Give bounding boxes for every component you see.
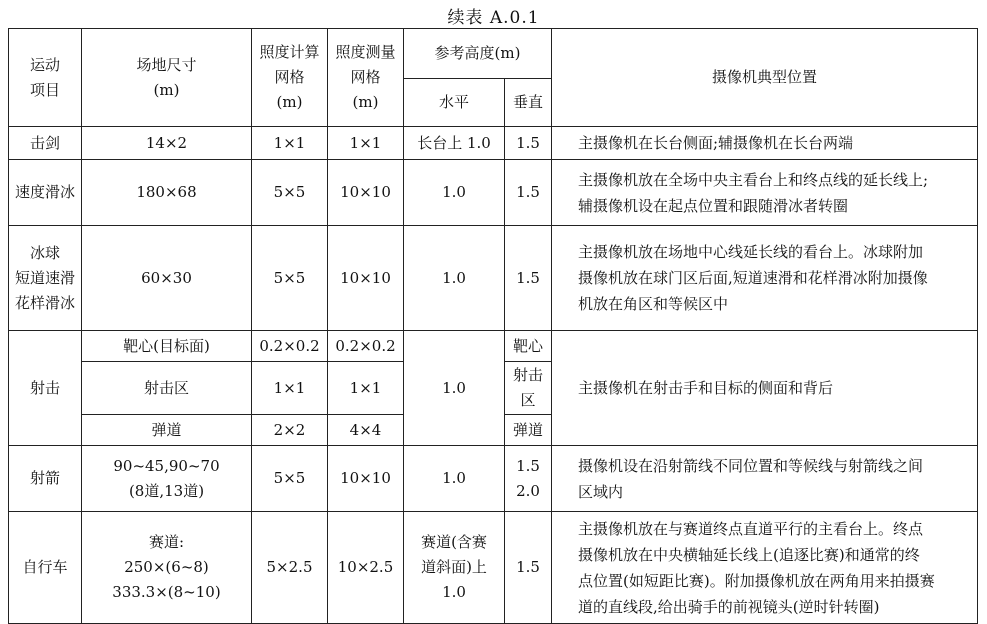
cell-calc: 2×2: [252, 415, 328, 446]
cell-calc: 1×1: [252, 127, 328, 160]
cell-sport: 射击: [9, 331, 82, 446]
cell-vertical: 靶心: [505, 331, 552, 362]
cell-size: 靶心(目标面): [82, 331, 252, 362]
cell-measure: 10×10: [328, 446, 404, 512]
cell-camera-position: 摄像机设在沿射箭线不同位置和等候线与射箭线之间 区域内: [552, 446, 978, 512]
cell-sport: 冰球 短道速滑 花样滑冰: [9, 226, 82, 331]
cell-calc: 5×5: [252, 226, 328, 331]
header-row: [9, 29, 978, 79]
cell-horizontal: 1.0: [404, 331, 505, 446]
cell-horizontal: 1.0: [404, 226, 505, 331]
cell-sport: 击剑: [9, 127, 82, 160]
cell-horizontal: 赛道(含赛 道斜面)上 1.0: [404, 512, 505, 624]
cell-measure: 1×1: [328, 127, 404, 160]
table-row: [9, 512, 978, 624]
header-vertical: 垂直: [505, 79, 552, 127]
table-row: [9, 226, 978, 331]
cell-size: 90~45,90~70 (8道,13道): [82, 446, 252, 512]
cell-size: 180×68: [82, 160, 252, 226]
cell-measure: 0.2×0.2: [328, 331, 404, 362]
cell-calc: 0.2×0.2: [252, 331, 328, 362]
header-sport: 运动 项目: [9, 29, 82, 127]
header-measure-grid: 照度测量 网格 (m): [328, 29, 404, 127]
table-row: [9, 446, 978, 512]
cell-sport: 自行车: [9, 512, 82, 624]
header-calc-grid: 照度计算 网格 (m): [252, 29, 328, 127]
header-field-size: 场地尺寸 (m): [82, 29, 252, 127]
table-caption: 续表 A.0.1: [447, 8, 540, 28]
cell-measure: 10×10: [328, 226, 404, 331]
cell-horizontal: 长台上 1.0: [404, 127, 505, 160]
cell-measure: 10×2.5: [328, 512, 404, 624]
cell-camera-position: 主摄像机在长台侧面;辅摄像机在长台两端: [552, 127, 978, 160]
cell-horizontal: 1.0: [404, 160, 505, 226]
cell-size: 弹道: [82, 415, 252, 446]
venue-camera-table: [8, 28, 978, 624]
cell-size: 60×30: [82, 226, 252, 331]
cell-vertical: 射击区: [505, 362, 552, 415]
cell-calc: 5×5: [252, 446, 328, 512]
cell-calc: 5×2.5: [252, 512, 328, 624]
header-horizontal: 水平: [404, 79, 505, 127]
cell-size: 赛道: 250×(6~8) 333.3×(8~10): [82, 512, 252, 624]
cell-horizontal: 1.0: [404, 446, 505, 512]
header-camera-position: 摄像机典型位置: [552, 29, 978, 127]
cell-calc: 5×5: [252, 160, 328, 226]
cell-measure: 4×4: [328, 415, 404, 446]
cell-camera-position: 主摄像机放在与赛道终点直道平行的主看台上。终点 摄像机放在中央横轴延长线上(追逐比赛)和通常的终 点位置(如短距比赛)。附加摄像机放在两角用来拍摄赛 道的直线段,给出骑手的前视镜头(逆时针转圈): [552, 512, 978, 624]
cell-size: 14×2: [82, 127, 252, 160]
table-row: [9, 127, 978, 160]
cell-vertical: 1.5: [505, 160, 552, 226]
cell-sport: 射箭: [9, 446, 82, 512]
cell-vertical: 弹道: [505, 415, 552, 446]
cell-size: 射击区: [82, 362, 252, 415]
cell-camera-position: 主摄像机在射击手和目标的侧面和背后: [552, 331, 978, 446]
cell-measure: 10×10: [328, 160, 404, 226]
cell-sport: 速度滑冰: [9, 160, 82, 226]
cell-vertical: 1.5: [505, 127, 552, 160]
cell-calc: 1×1: [252, 362, 328, 415]
cell-vertical: 1.5 2.0: [505, 446, 552, 512]
cell-vertical: 1.5: [505, 226, 552, 331]
header-reference-height: 参考高度(m): [404, 29, 552, 79]
cell-camera-position: 主摄像机放在全场中央主看台上和终点线的延长线上; 辅摄像机设在起点位置和跟随滑冰者转圈: [552, 160, 978, 226]
cell-measure: 1×1: [328, 362, 404, 415]
cell-camera-position: 主摄像机放在场地中心线延长线的看台上。冰球附加 摄像机放在球门区后面,短道速滑和花样滑冰附加摄像 机放在角区和等候区中: [552, 226, 978, 331]
table-row: [9, 331, 978, 362]
table-row: [9, 160, 978, 226]
cell-vertical: 1.5: [505, 512, 552, 624]
